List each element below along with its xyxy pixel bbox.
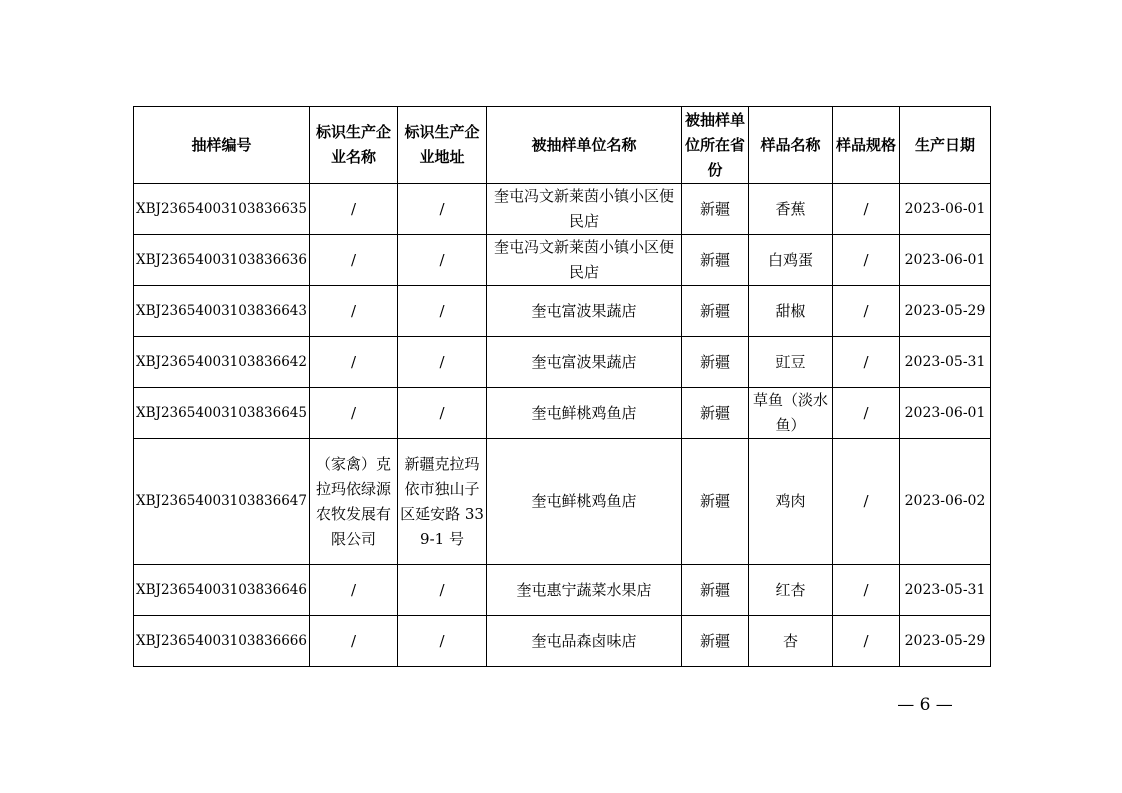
cell-province: 新疆 — [682, 616, 749, 667]
cell-production-date: 2023-05-29 — [900, 616, 991, 667]
table-row — [134, 235, 991, 286]
cell-sample-code: XBJ23654003103836666 — [134, 616, 310, 667]
cell-sample-code: XBJ23654003103836636 — [134, 235, 310, 286]
table-row — [134, 184, 991, 235]
cell-production-date: 2023-06-01 — [900, 184, 991, 235]
cell-manufacturer-address: / — [398, 235, 487, 286]
header-manufacturer-address: 标识生产企业地址 — [398, 107, 487, 184]
cell-production-date: 2023-06-01 — [900, 388, 991, 439]
cell-manufacturer-address: / — [398, 388, 487, 439]
cell-sampled-unit-name: 奎屯品森卤味店 — [487, 616, 682, 667]
cell-manufacturer-name: / — [310, 616, 398, 667]
cell-province: 新疆 — [682, 337, 749, 388]
header-manufacturer-name: 标识生产企业名称 — [310, 107, 398, 184]
table-row — [134, 616, 991, 667]
cell-sample-name: 白鸡蛋 — [749, 235, 833, 286]
cell-province: 新疆 — [682, 286, 749, 337]
cell-province: 新疆 — [682, 439, 749, 565]
cell-sample-code: XBJ23654003103836642 — [134, 337, 310, 388]
cell-province: 新疆 — [682, 235, 749, 286]
cell-sample-name: 豇豆 — [749, 337, 833, 388]
cell-manufacturer-name: / — [310, 388, 398, 439]
cell-sample-spec: / — [833, 286, 900, 337]
table-row — [134, 439, 991, 565]
cell-manufacturer-address: / — [398, 616, 487, 667]
cell-manufacturer-address: / — [398, 184, 487, 235]
cell-manufacturer-name: / — [310, 184, 398, 235]
cell-province: 新疆 — [682, 388, 749, 439]
cell-manufacturer-address: 新疆克拉玛依市独山子区延安路 339-1 号 — [398, 439, 487, 565]
header-production-date: 生产日期 — [900, 107, 991, 184]
cell-manufacturer-address: / — [398, 337, 487, 388]
cell-sample-code: XBJ23654003103836646 — [134, 565, 310, 616]
header-sample-name: 样品名称 — [749, 107, 833, 184]
cell-production-date: 2023-05-31 — [900, 337, 991, 388]
table-row — [134, 286, 991, 337]
table-row — [134, 565, 991, 616]
cell-production-date: 2023-05-31 — [900, 565, 991, 616]
cell-sampled-unit-name: 奎屯冯文新莱茵小镇小区便民店 — [487, 184, 682, 235]
cell-sample-code: XBJ23654003103836645 — [134, 388, 310, 439]
cell-province: 新疆 — [682, 565, 749, 616]
cell-sampled-unit-name: 奎屯富波果蔬店 — [487, 286, 682, 337]
cell-sample-spec: / — [833, 565, 900, 616]
cell-sample-name: 鸡肉 — [749, 439, 833, 565]
cell-sampled-unit-name: 奎屯冯文新莱茵小镇小区便民店 — [487, 235, 682, 286]
table-row — [134, 337, 991, 388]
cell-sample-spec: / — [833, 184, 900, 235]
cell-production-date: 2023-06-01 — [900, 235, 991, 286]
cell-manufacturer-address: / — [398, 565, 487, 616]
cell-manufacturer-name: / — [310, 286, 398, 337]
cell-sample-spec: / — [833, 616, 900, 667]
cell-manufacturer-name: （家禽）克拉玛依绿源农牧发展有限公司 — [310, 439, 398, 565]
cell-sample-spec: / — [833, 439, 900, 565]
cell-sample-spec: / — [833, 235, 900, 286]
cell-manufacturer-name: / — [310, 235, 398, 286]
cell-sample-code: XBJ23654003103836647 — [134, 439, 310, 565]
cell-manufacturer-name: / — [310, 337, 398, 388]
header-sample-spec: 样品规格 — [833, 107, 900, 184]
cell-province: 新疆 — [682, 184, 749, 235]
cell-sampled-unit-name: 奎屯惠宁蔬菜水果店 — [487, 565, 682, 616]
page-number: — 6 — — [897, 695, 953, 715]
cell-production-date: 2023-06-02 — [900, 439, 991, 565]
header-sampled-unit-province: 被抽样单位所在省份 — [682, 107, 749, 184]
cell-sample-name: 草鱼（淡水鱼） — [749, 388, 833, 439]
cell-sample-name: 杏 — [749, 616, 833, 667]
cell-sampled-unit-name: 奎屯富波果蔬店 — [487, 337, 682, 388]
cell-sample-name: 香蕉 — [749, 184, 833, 235]
table-row — [134, 388, 991, 439]
header-sample-code: 抽样编号 — [134, 107, 310, 184]
cell-sample-spec: / — [833, 337, 900, 388]
sampling-results-table — [133, 106, 991, 667]
cell-manufacturer-address: / — [398, 286, 487, 337]
sampling-results-sheet — [133, 106, 990, 667]
cell-sample-code: XBJ23654003103836635 — [134, 184, 310, 235]
cell-sample-name: 甜椒 — [749, 286, 833, 337]
cell-sample-spec: / — [833, 388, 900, 439]
cell-manufacturer-name: / — [310, 565, 398, 616]
cell-sampled-unit-name: 奎屯鲜桃鸡鱼店 — [487, 388, 682, 439]
cell-sample-code: XBJ23654003103836643 — [134, 286, 310, 337]
header-sampled-unit-name: 被抽样单位名称 — [487, 107, 682, 184]
cell-sampled-unit-name: 奎屯鲜桃鸡鱼店 — [487, 439, 682, 565]
table-header-row — [134, 107, 991, 184]
cell-production-date: 2023-05-29 — [900, 286, 991, 337]
cell-sample-name: 红杏 — [749, 565, 833, 616]
